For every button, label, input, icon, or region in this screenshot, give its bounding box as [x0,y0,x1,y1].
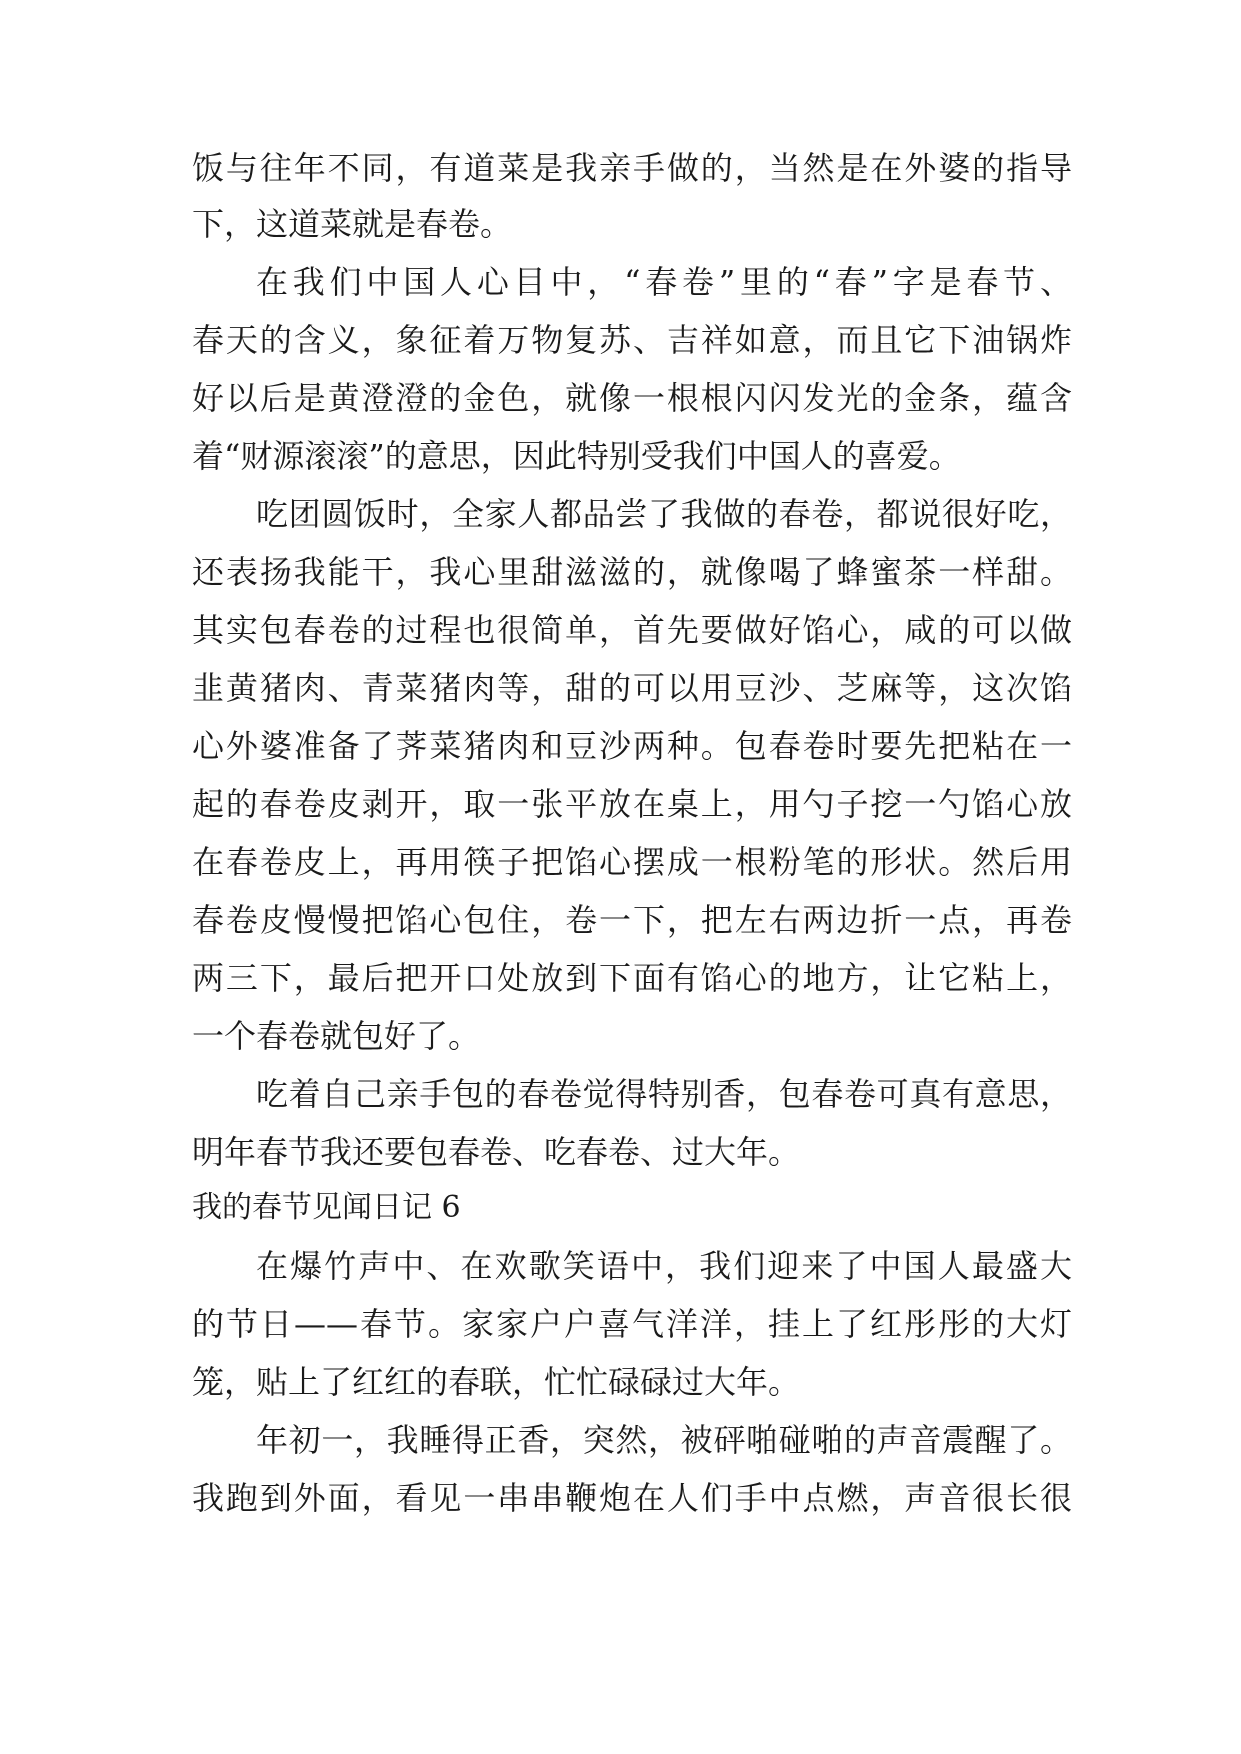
paragraph-first-line: 在爆竹声中、在欢歌笑语中，我们迎来了中国人最盛大 [256,1247,1072,1285]
text-line: 韭黄猪肉、青菜猪肉等，甜的可以用豆沙、芝麻等，这次馅 [192,669,1072,707]
text-line: 春卷皮慢慢把馅心包住，卷一下，把左右两边折一点，再卷 [192,901,1072,939]
text-line: 着“财源滚滚”的意思，因此特别受我们中国人的喜爱。 [192,437,961,475]
paragraph-first-line: 年初一，我睡得正香，突然，被砰啪碰啪的声音震醒了。 [256,1421,1072,1459]
text-line: 两三下，最后把开口处放到下面有馅心的地方，让它粘上， [192,959,1072,997]
text-line: 下，这道菜就是春卷。 [192,205,513,243]
section-heading: 我的春节见闻日记 6 [192,1190,461,1225]
text-line: 的节日——春节。家家户户喜气洋洋，挂上了红彤彤的大灯 [192,1305,1072,1343]
paragraph-first-line: 吃着自己亲手包的春卷觉得特别香，包春卷可真有意思， [256,1075,1072,1113]
text-line: 我跑到外面，看见一串串鞭炮在人们手中点燃，声音很长很 [192,1479,1072,1517]
text-line: 在春卷皮上，再用筷子把馅心摆成一根粉笔的形状。然后用 [192,843,1072,881]
text-line: 饭与往年不同，有道菜是我亲手做的，当然是在外婆的指导 [192,149,1072,187]
text-line: 还表扬我能干，我心里甜滋滋的，就像喝了蜂蜜茶一样甜。 [192,553,1072,591]
text-line: 心外婆准备了荠菜猪肉和豆沙两种。包春卷时要先把粘在一 [192,727,1072,765]
text-line: 好以后是黄澄澄的金色，就像一根根闪闪发光的金条，蕴含 [192,379,1072,417]
text-line: 明年春节我还要包春卷、吃春卷、过大年。 [192,1133,801,1171]
text-line: 笼，贴上了红红的春联，忙忙碌碌过大年。 [192,1363,801,1401]
text-line: 其实包春卷的过程也很简单，首先要做好馅心，咸的可以做 [192,611,1072,649]
text-line: 起的春卷皮剥开，取一张平放在桌上，用勺子挖一勺馅心放 [192,785,1072,823]
paragraph-first-line: 在我们中国人心目中，“春卷”里的“春”字是春节、 [256,263,1072,301]
paragraph-first-line: 吃团圆饭时，全家人都品尝了我做的春卷，都说很好吃， [256,495,1072,533]
text-line: 一个春卷就包好了。 [192,1017,481,1055]
text-line: 春天的含义，象征着万物复苏、吉祥如意，而且它下油锅炸 [192,321,1072,359]
